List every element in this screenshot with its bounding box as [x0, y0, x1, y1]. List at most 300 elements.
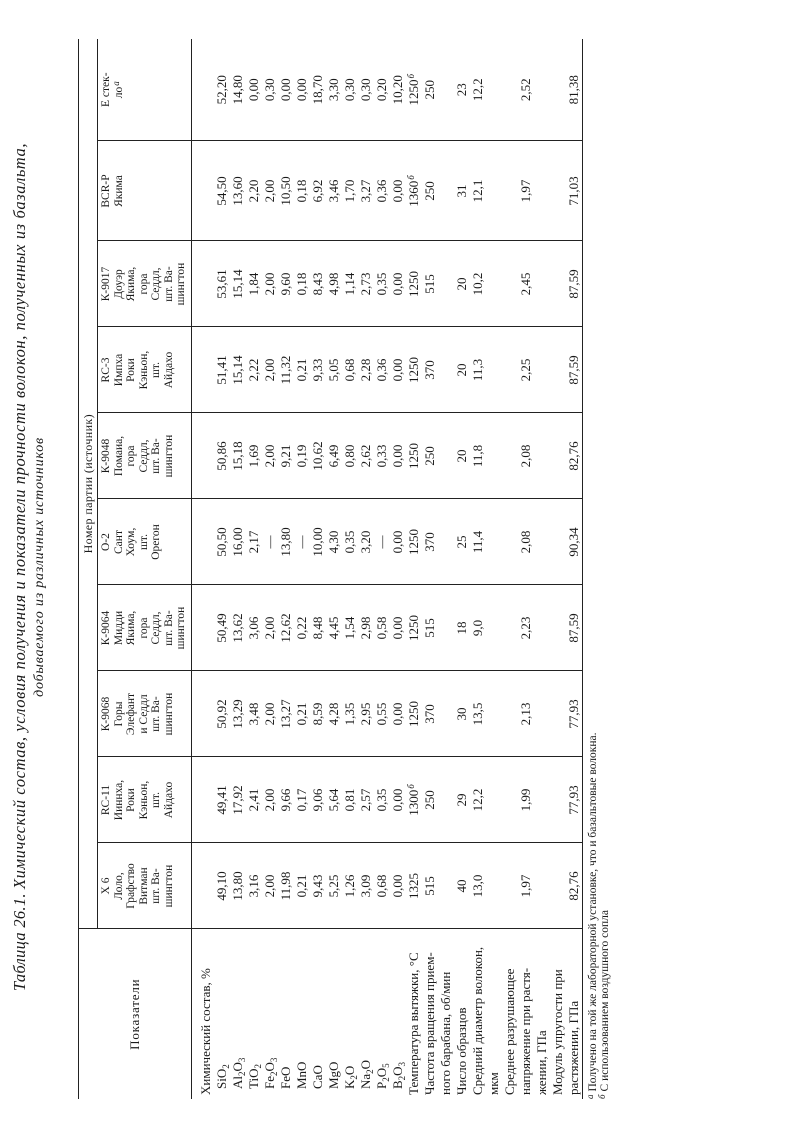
- batch-header-line: Седдл,: [150, 267, 162, 301]
- chem-value: 49,10: [213, 871, 229, 901]
- formula-part: Al: [229, 1076, 245, 1089]
- temp-number: 1325: [405, 873, 421, 899]
- rot-value: 250: [421, 790, 437, 810]
- value-column-8: [198, 241, 583, 327]
- chem-value: 4,30: [325, 530, 341, 554]
- chem-value: 1,69: [245, 444, 261, 468]
- chem-value: 13,62: [229, 613, 245, 643]
- blank-cell: [486, 844, 502, 929]
- blank-cell: [550, 39, 566, 141]
- chem-value: 0,35: [341, 530, 357, 554]
- blank-cell: [438, 586, 454, 671]
- samples-value: 20: [453, 363, 469, 377]
- batch-header-line: Элефант: [125, 692, 137, 736]
- chem-value: 2,73: [357, 272, 373, 296]
- rot-value: 515: [421, 274, 437, 294]
- rot-value: 250: [421, 79, 437, 100]
- blank-cell: [534, 242, 550, 327]
- chem-value: 2,00: [261, 358, 277, 382]
- chem-value: 9,60: [277, 272, 293, 296]
- param-modulus-line: Модуль упругости при: [549, 969, 565, 1095]
- batch-header-line: шт.: [150, 792, 162, 808]
- batch-header-5: [98, 499, 192, 585]
- formula-part: O: [325, 1061, 341, 1071]
- chem-value: 0,58: [373, 616, 389, 640]
- param-chem-11: [390, 930, 406, 1096]
- chem-value: 8,43: [309, 272, 325, 296]
- diam-value: 9,0: [469, 619, 485, 637]
- samples-value: 18: [453, 621, 469, 635]
- blank-cell: [438, 328, 454, 413]
- blank-cell: [550, 414, 566, 499]
- param-diam-line: мкм: [485, 1072, 501, 1095]
- footnote-mark-b: б: [405, 175, 416, 180]
- formula-part: Ti: [245, 1077, 261, 1089]
- param-stress-line: Среднее разрушающее: [501, 968, 517, 1095]
- formula-part: O: [213, 1068, 229, 1079]
- chem-value: 0,81: [341, 788, 357, 812]
- chem-value: 2,00: [261, 788, 277, 812]
- chem-value: 15,14: [229, 269, 245, 299]
- chem-value: 13,60: [229, 176, 245, 206]
- batch-header-line: К-9017: [100, 266, 112, 302]
- blank-cell: [486, 242, 502, 327]
- chem-value: 2,00: [261, 702, 277, 726]
- chem-value: 1,26: [341, 874, 357, 898]
- blank-cell: [502, 672, 518, 757]
- blank-cell: [550, 242, 566, 327]
- chem-value: 2,17: [245, 530, 261, 554]
- chem-value: 2,20: [245, 179, 261, 203]
- batch-header-line: шт. Ва-: [150, 438, 162, 474]
- formula-part: O: [245, 1068, 261, 1078]
- chem-value: 2,28: [357, 358, 373, 382]
- blank-cell: [550, 328, 566, 413]
- chem-value: 53,61: [213, 269, 229, 299]
- param-diam-line: Средний диаметр волокон,: [469, 946, 485, 1095]
- blank-cell: [486, 586, 502, 671]
- batch-header-line: Витман: [137, 867, 150, 905]
- batch-header-line: шингтон: [175, 262, 187, 306]
- diam-value: 12,2: [469, 78, 485, 102]
- value-column-9: [198, 141, 583, 241]
- stress-value: 1,99: [517, 788, 533, 812]
- chem-value: 2,41: [245, 788, 261, 812]
- chem-value: 2,00: [261, 179, 277, 203]
- caption-title: Химический состав, условия получения и показатели прочности волокон, полученных из базальта,: [10, 142, 29, 890]
- chem-value: 50,49: [213, 613, 229, 643]
- param-chem-6: [310, 930, 326, 1096]
- stress-value: 2,08: [517, 530, 533, 554]
- temp-number: 1250: [405, 357, 421, 383]
- param-column: [198, 929, 583, 1099]
- blank-cell: [550, 500, 566, 585]
- chem-value: 9,21: [277, 444, 293, 468]
- chem-value: 0,21: [293, 874, 309, 898]
- chem-value: 8,48: [309, 616, 325, 640]
- formula-part: Si: [213, 1078, 229, 1089]
- temp-value: [406, 586, 422, 671]
- chem-value: 3,48: [245, 702, 261, 726]
- param-chem-header: Химический состав, %: [197, 968, 213, 1095]
- footnote-text: С использованием воздушного сопла: [599, 910, 611, 1092]
- formula-part: O: [373, 1067, 389, 1078]
- chem-value: 0,00: [389, 530, 405, 554]
- chem-value: 0,00: [389, 444, 405, 468]
- chem-value: 3,09: [357, 874, 373, 898]
- temp-value: [406, 142, 422, 241]
- batch-header-line-wrap: [110, 40, 126, 140]
- temp-number: 1360: [405, 180, 421, 207]
- blank-cell: [502, 500, 518, 585]
- param-stress-line: напряжение при растя-: [517, 967, 533, 1095]
- chem-value: 51,41: [213, 355, 229, 385]
- modulus-value: 87,59: [565, 269, 581, 299]
- caption-subtitle: добываемого из различных источников: [32, 437, 47, 697]
- chem-value: 0,35: [373, 272, 389, 296]
- value-column-5: [198, 499, 583, 585]
- stress-value: 2,45: [517, 272, 533, 296]
- samples-value: 30: [453, 707, 469, 721]
- blank-cell: [198, 414, 214, 499]
- chem-value: 5,64: [325, 788, 341, 812]
- footnote-mark-b: б: [405, 784, 416, 789]
- chem-value: 1,54: [341, 616, 357, 640]
- batch-header-7: [98, 327, 192, 413]
- chem-value: 1,35: [341, 702, 357, 726]
- param-samples: Число образцов: [453, 1007, 469, 1095]
- formula-part: 2: [268, 1071, 279, 1076]
- footnote-text: Получено на той же лабораторной установке, что и базальтовые волокна.: [587, 732, 599, 1092]
- chem-value: 10,00: [309, 527, 325, 557]
- modulus-value: 77,93: [565, 699, 581, 729]
- formula-part: O: [389, 1066, 405, 1076]
- batch-header-1: [98, 843, 192, 929]
- modulus-value: 81,38: [565, 75, 581, 105]
- chem-value: 0,18: [293, 272, 309, 296]
- blank-cell: [198, 672, 214, 757]
- chem-value: 0,21: [293, 702, 309, 726]
- chem-value: 3,06: [245, 616, 261, 640]
- param-chem-0: [214, 930, 230, 1096]
- chem-value: 13,29: [229, 699, 245, 729]
- chem-value: 0,19: [293, 444, 309, 468]
- blank-cell: [534, 328, 550, 413]
- batch-header-line: Помаиа,: [112, 435, 125, 477]
- chem-value: 2,22: [245, 358, 261, 382]
- value-column-2: [198, 757, 583, 843]
- chem-value: 3,27: [357, 179, 373, 203]
- batch-group-header: Номер партии (источник): [79, 39, 98, 929]
- samples-value: 29: [453, 793, 469, 807]
- value-column-7: [198, 327, 583, 413]
- blank-cell: [438, 844, 454, 929]
- blank-cell: [550, 758, 566, 843]
- blank-cell: [502, 142, 518, 241]
- blank-cell: [198, 586, 214, 671]
- param-modulus-line: растяжении, ГПа: [565, 1000, 581, 1095]
- formula-part: O: [261, 1062, 277, 1072]
- chem-value: 52,20: [213, 75, 229, 105]
- chem-value: 18,70: [309, 75, 325, 105]
- batch-header-line: Импха: [112, 353, 125, 387]
- chem-value: 3,20: [357, 530, 373, 554]
- batch-header-line: Горы: [112, 701, 125, 727]
- chem-value: 0,33: [373, 444, 389, 468]
- formula-part: 2: [236, 1071, 247, 1076]
- chem-value: 9,43: [309, 874, 325, 898]
- stress-value: 1,97: [517, 179, 533, 203]
- blank-cell: [486, 414, 502, 499]
- formula-part: O: [341, 1065, 357, 1076]
- footnote-mark-a: а: [110, 81, 121, 86]
- stress-value: 2,25: [517, 358, 533, 382]
- chem-value: 0,22: [293, 616, 309, 640]
- temp-number: 1300: [405, 789, 421, 816]
- batch-header-line: шингтон: [162, 864, 175, 908]
- modulus-value: 82,76: [565, 871, 581, 901]
- chem-value: 2,57: [357, 788, 373, 812]
- chem-value: 0,30: [357, 78, 373, 102]
- chem-value: 0,00: [389, 358, 405, 382]
- formula-part: 3: [268, 1057, 279, 1063]
- blank-cell: [486, 328, 502, 413]
- batch-header-line: Кэньон,: [137, 780, 150, 820]
- modulus-value: 87,59: [565, 355, 581, 385]
- diam-value: 11,3: [469, 358, 485, 382]
- batch-header-line: Айдахо: [162, 781, 175, 819]
- diam-value: 10,2: [469, 272, 485, 296]
- chem-value: 3,16: [245, 874, 261, 898]
- batch-header-3: [98, 671, 192, 757]
- chem-value: 15,18: [229, 441, 245, 471]
- param-chem-3: [262, 930, 278, 1096]
- blank-cell: [198, 242, 214, 327]
- formula-part: Ca: [309, 1074, 325, 1089]
- chem-value: 15,14: [229, 355, 245, 385]
- table-caption: [10, 57, 50, 1077]
- batch-header-line: Якима,: [125, 266, 137, 302]
- param-rot-line: ного барабана, об/мин: [437, 971, 453, 1095]
- batch-header-line: Роки: [125, 788, 137, 812]
- chem-value: 49,41: [213, 785, 229, 815]
- stress-value: 2,08: [517, 444, 533, 468]
- blank-cell: [502, 39, 518, 141]
- chem-value: 8,59: [309, 702, 325, 726]
- chem-value: 3,46: [325, 179, 341, 203]
- rot-value: 370: [421, 704, 437, 724]
- chem-value: 2,00: [261, 272, 277, 296]
- blank-cell: [534, 142, 550, 241]
- rot-value: 250: [421, 446, 437, 466]
- chem-value: 9,06: [309, 788, 325, 812]
- blank-cell: [486, 500, 502, 585]
- param-chem-5: [294, 930, 310, 1096]
- temp-number: 1250: [405, 615, 421, 641]
- samples-value: 20: [453, 277, 469, 291]
- footnote-mark: а: [585, 1094, 595, 1099]
- batch-header-line: O-2: [100, 533, 112, 551]
- chem-value: 11,98: [277, 871, 293, 901]
- temp-number: 1250: [405, 79, 421, 106]
- batch-header-line: Якима,: [125, 610, 137, 646]
- diam-value: 11,4: [469, 530, 485, 554]
- formula-part: 2: [396, 1075, 407, 1081]
- chem-value: 4,45: [325, 616, 341, 640]
- rot-value: 370: [421, 360, 437, 380]
- batch-header-line: RC-11: [100, 784, 112, 816]
- chem-value: 0,00: [389, 179, 405, 203]
- chem-value: 0,21: [293, 358, 309, 382]
- batch-header-line: RC-3: [100, 357, 112, 383]
- chem-value: 13,80: [229, 871, 245, 901]
- blank-cell: [486, 672, 502, 757]
- modulus-value: 90,34: [565, 527, 581, 557]
- batch-header-line: гора: [137, 273, 150, 295]
- blank-cell: [198, 500, 214, 585]
- chem-value: 2,62: [357, 444, 373, 468]
- modulus-value: 71,03: [565, 176, 581, 206]
- batch-header-line: Айдахо: [162, 351, 175, 389]
- chem-value: 1,14: [341, 272, 357, 296]
- blank-cell: [438, 142, 454, 241]
- blank-cell: [198, 758, 214, 843]
- blank-cell: [534, 39, 550, 141]
- chem-value: 50,50: [213, 527, 229, 557]
- blank-cell: [486, 142, 502, 241]
- batch-header-line: К-9064: [100, 610, 112, 646]
- blank-cell: [438, 39, 454, 141]
- batch-header-line: BCR-P: [100, 174, 112, 208]
- chem-value: 13,80: [277, 527, 293, 557]
- chem-value: 1,84: [245, 272, 261, 296]
- batch-header-line: ло: [112, 86, 125, 99]
- batch-header-line: Седдл,: [137, 439, 150, 473]
- blank-cell: [198, 142, 214, 241]
- chem-value: —: [293, 535, 309, 549]
- chem-value: 10,62: [309, 441, 325, 471]
- blank-cell: [534, 758, 550, 843]
- diam-value: 11,8: [469, 444, 485, 468]
- temp-number: 1250: [405, 271, 421, 297]
- chem-value: 2,98: [357, 616, 373, 640]
- batch-header-line: Якима: [112, 175, 125, 207]
- formula-part: B: [389, 1080, 405, 1089]
- batch-header-6: [98, 413, 192, 499]
- chem-value: 2,00: [261, 444, 277, 468]
- blank-cell: [502, 242, 518, 327]
- blank-cell: [550, 844, 566, 929]
- table-body: [191, 39, 582, 1099]
- formula-part: O: [229, 1062, 245, 1072]
- chem-value: 4,28: [325, 702, 341, 726]
- blank-cell: [550, 586, 566, 671]
- batch-header-line: шт.: [150, 362, 162, 378]
- footnote-1: [587, 339, 599, 1099]
- rot-value: 515: [421, 876, 437, 896]
- formula-part: 5: [380, 1063, 391, 1068]
- chem-value: 9,66: [277, 788, 293, 812]
- stress-value: 2,23: [517, 616, 533, 640]
- value-column-10: [198, 39, 583, 141]
- param-chem-1: [230, 930, 246, 1096]
- chem-value: 0,68: [341, 358, 357, 382]
- batch-header-line: К-9048: [100, 438, 112, 474]
- param-temp: Температура вытяжки, °С: [405, 952, 421, 1095]
- blank-cell: [534, 586, 550, 671]
- param-chem-9: [358, 930, 374, 1096]
- batch-header-line: Кэньон,: [137, 350, 150, 390]
- rot-value: 370: [421, 532, 437, 552]
- chem-value: 1,70: [341, 179, 357, 203]
- batch-header-10: [98, 39, 192, 141]
- chem-value: 12,62: [277, 613, 293, 643]
- batch-header-line: Роки: [125, 358, 137, 382]
- temp-number: 1250: [405, 701, 421, 727]
- formula-part: 3: [396, 1061, 407, 1067]
- modulus-value: 82,76: [565, 441, 581, 471]
- blank-cell: [502, 758, 518, 843]
- batch-header-line: шт. Ва-: [162, 266, 175, 302]
- table-wrapper: [78, 39, 583, 1099]
- chem-value: 0,35: [373, 788, 389, 812]
- blank-cell: [198, 844, 214, 929]
- param-chem-7: [326, 930, 342, 1096]
- blank-cell: [198, 39, 214, 141]
- batch-header-line: Доуэр: [112, 269, 125, 299]
- blank-cell: [198, 328, 214, 413]
- modulus-value: 87,59: [565, 613, 581, 643]
- batch-header-8: [98, 241, 192, 327]
- chem-value: 11,32: [277, 355, 293, 385]
- formula-part: Na: [357, 1073, 373, 1089]
- chem-value: 0,68: [373, 874, 389, 898]
- batch-header-line: К-9068: [100, 696, 112, 732]
- param-chem-4: [278, 930, 294, 1096]
- chem-value: 2,00: [261, 616, 277, 640]
- batch-header-line: шингтон: [162, 692, 175, 736]
- caption-label: Таблица 26.1.: [10, 893, 29, 992]
- chem-value: 5,05: [325, 358, 341, 382]
- chem-value: 50,92: [213, 699, 229, 729]
- blank-cell: [486, 39, 502, 141]
- batch-header-line: Орегон: [150, 524, 162, 560]
- diam-value: 13,5: [469, 702, 485, 726]
- blank-cell: [486, 758, 502, 843]
- chem-value: 0,20: [373, 78, 389, 102]
- diam-value: 12,2: [469, 788, 485, 812]
- samples-value: 31: [453, 184, 469, 198]
- param-chem-10: [374, 930, 390, 1096]
- stress-value: 1,97: [517, 874, 533, 898]
- stress-value: 2,52: [517, 78, 533, 102]
- footnote-mark: б: [597, 1094, 607, 1099]
- batch-header-9: [98, 141, 192, 241]
- batch-header-line: Х 6: [100, 877, 112, 895]
- modulus-value: 77,93: [565, 785, 581, 815]
- chem-value: 3,30: [325, 78, 341, 102]
- chem-value: 6,92: [309, 179, 325, 203]
- temp-value: [406, 844, 422, 929]
- blank-cell: [550, 672, 566, 757]
- batch-header-line: Хоум,: [125, 527, 137, 557]
- temp-number: 1250: [405, 529, 421, 555]
- param-chem-8: [342, 930, 358, 1096]
- param-header: Показатели: [79, 929, 192, 1099]
- value-column-1: [198, 843, 583, 929]
- formula-part: K: [341, 1079, 357, 1089]
- blank-cell: [438, 672, 454, 757]
